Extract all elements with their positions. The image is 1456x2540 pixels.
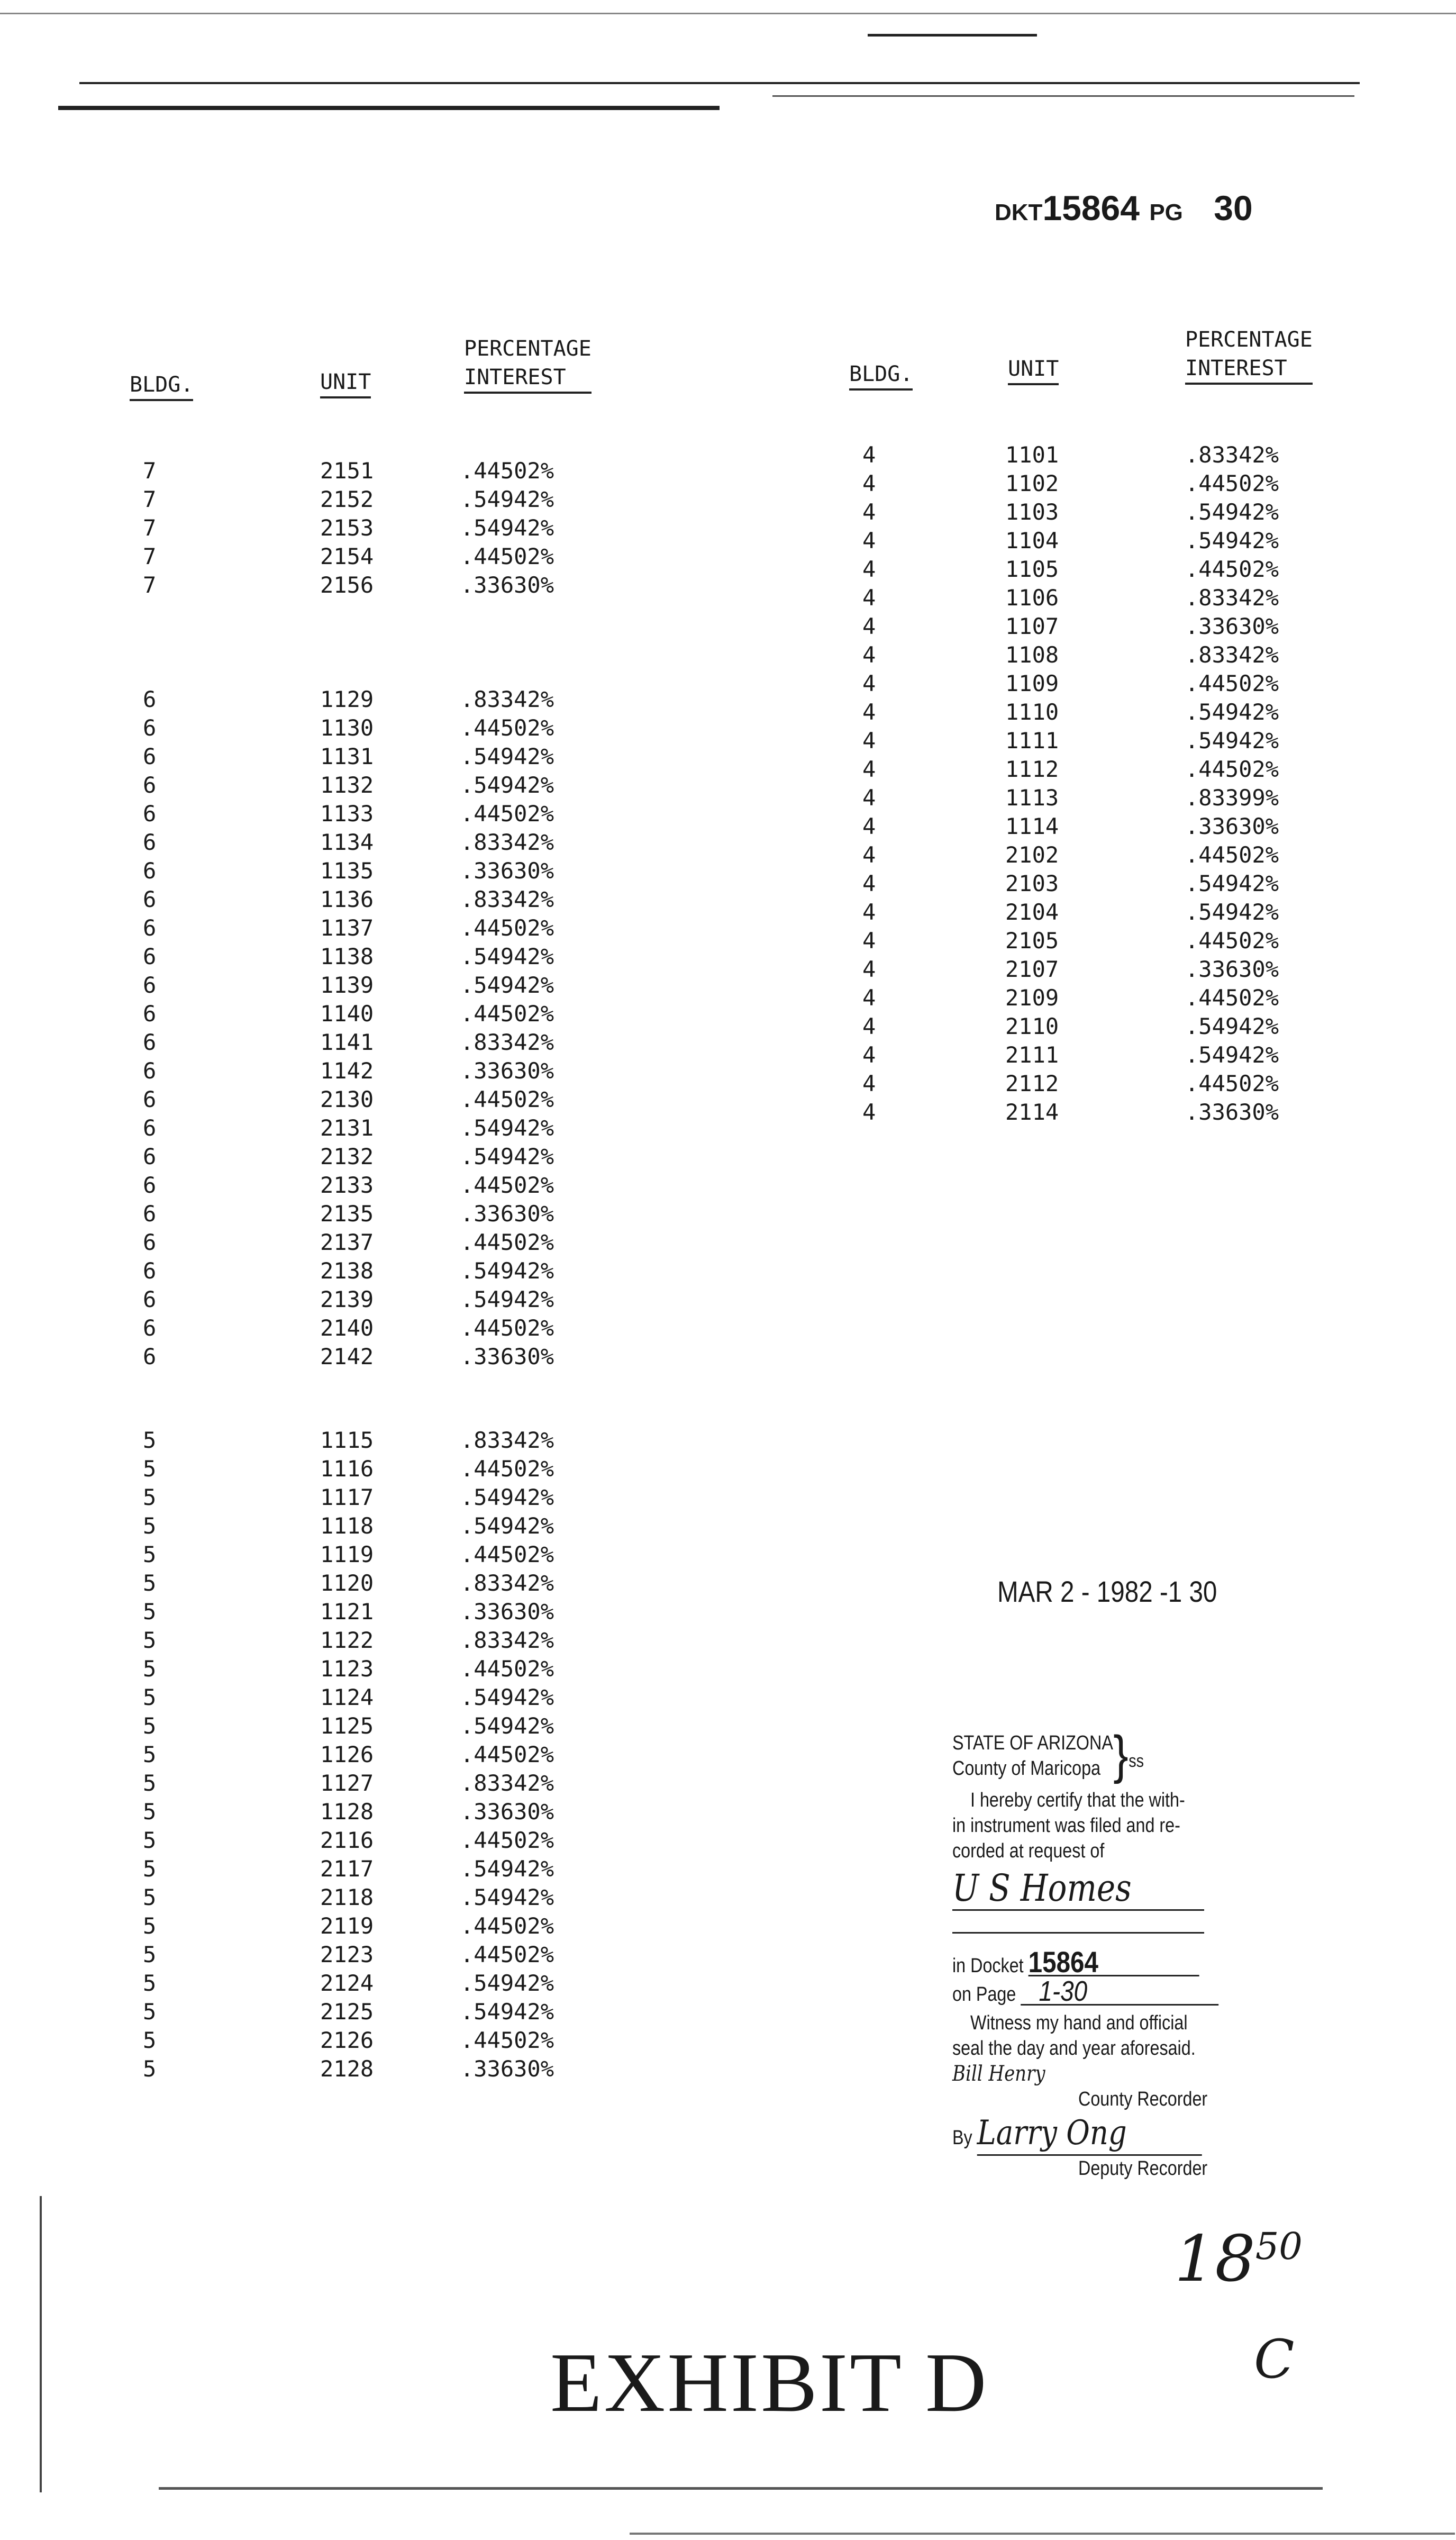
page-label: PG <box>1149 199 1183 225</box>
percentage-cell: .83342% <box>1185 585 1279 611</box>
percentage-cell: .54942% <box>460 486 554 512</box>
bldg-cell: 6 <box>143 886 157 912</box>
percentage-cell: .44502% <box>460 543 554 569</box>
bldg-cell: 5 <box>143 1970 157 1996</box>
unit-cell: 1127 <box>320 1770 374 1796</box>
percentage-cell: .44502% <box>460 1827 554 1853</box>
bldg-cell: 6 <box>143 1286 157 1312</box>
unit-cell: 2153 <box>320 515 374 541</box>
bottom-scan-line-2 <box>630 2533 1455 2535</box>
percentage-cell: .54942% <box>1185 728 1279 754</box>
percentage-cell: .33630% <box>1185 1099 1279 1125</box>
unit-cell: 2138 <box>320 1258 374 1284</box>
bldg-cell: 5 <box>143 1484 157 1510</box>
percentage-cell: .33630% <box>460 572 554 598</box>
percentage-cell: .54942% <box>1185 870 1279 896</box>
witness-line-1: Witness my hand and official <box>970 2012 1188 2034</box>
percentage-cell: .54942% <box>460 972 554 998</box>
percentage-cell: .54942% <box>460 1484 554 1510</box>
bldg-cell: 4 <box>862 813 876 839</box>
percentage-cell: .44502% <box>460 1001 554 1027</box>
percentage-cell: .54942% <box>460 1856 554 1882</box>
top-rule-double <box>79 82 1360 84</box>
percentage-cell: .44502% <box>460 915 554 941</box>
bldg-cell: 4 <box>862 985 876 1011</box>
percentage-cell: .54942% <box>1185 699 1279 725</box>
unit-cell: 1114 <box>1005 813 1059 839</box>
bldg-cell: 6 <box>143 772 157 798</box>
bldg-cell: 4 <box>862 699 876 725</box>
percentage-cell: .44502% <box>1185 756 1279 782</box>
percentage-cell: .44502% <box>1185 985 1279 1011</box>
unit-cell: 1137 <box>320 915 374 941</box>
percentage-cell: .54942% <box>460 1999 554 2025</box>
page-value: 1-30 <box>1021 1979 1218 2006</box>
left-margin-line <box>40 2196 42 2492</box>
unit-cell: 1101 <box>1005 442 1059 468</box>
percentage-cell: .33630% <box>1185 956 1279 982</box>
unit-cell: 1102 <box>1005 470 1059 496</box>
unit-cell: 2114 <box>1005 1099 1059 1125</box>
bldg-cell: 6 <box>143 1144 157 1169</box>
unit-cell: 2104 <box>1005 899 1059 925</box>
unit-cell: 1104 <box>1005 528 1059 554</box>
percentage-cell: .83342% <box>1185 642 1279 668</box>
docket-value: 15864 <box>1029 1949 1199 1976</box>
state-line: STATE OF ARIZONA <box>952 1732 1113 1754</box>
unit-cell: 1105 <box>1005 556 1059 582</box>
percentage-cell: .54942% <box>460 1713 554 1739</box>
unit-cell: 2102 <box>1005 842 1059 868</box>
bottom-scan-line <box>159 2487 1323 2490</box>
percentage-cell: .54942% <box>1185 528 1279 554</box>
unit-cell: 1136 <box>320 886 374 912</box>
requester-signature: U S Homes <box>952 1867 1204 1911</box>
unit-cell: 1116 <box>320 1456 374 1482</box>
unit-cell: 1123 <box>320 1656 374 1682</box>
percentage-cell: .54942% <box>1185 899 1279 925</box>
unit-cell: 1132 <box>320 772 374 798</box>
percentage-cell: .54942% <box>460 944 554 969</box>
unit-cell: 1126 <box>320 1741 374 1767</box>
right-header-unit: UNIT <box>1008 355 1059 385</box>
bldg-cell: 4 <box>862 756 876 782</box>
unit-cell: 1118 <box>320 1513 374 1539</box>
bldg-cell: 4 <box>862 499 876 525</box>
bldg-cell: 7 <box>143 486 157 512</box>
percentage-cell: .54942% <box>460 1258 554 1284</box>
brace-icon: } <box>1113 1725 1129 1784</box>
unit-cell: 2140 <box>320 1315 374 1341</box>
right-header-percentage-interest: PERCENTAGE INTEREST <box>1185 325 1313 385</box>
percentage-cell: .44502% <box>460 1172 554 1198</box>
page-label: on Page <box>952 1983 1016 2006</box>
percentage-cell: .54942% <box>1185 499 1279 525</box>
bldg-cell: 6 <box>143 858 157 884</box>
percentage-cell: .44502% <box>460 1942 554 1967</box>
unit-cell: 1140 <box>320 1001 374 1027</box>
percentage-cell: .54942% <box>460 1513 554 1539</box>
percentage-cell: .44502% <box>460 1741 554 1767</box>
handwritten-fee: $18^{50}$ <box>1175 2222 1303 2296</box>
percentage-cell: .44502% <box>460 1086 554 1112</box>
unit-cell: 1139 <box>320 972 374 998</box>
unit-cell: 1108 <box>1005 642 1059 668</box>
bldg-cell: 7 <box>143 458 157 484</box>
bldg-cell: 5 <box>143 1513 157 1539</box>
top-rule-short <box>868 34 1037 37</box>
percentage-cell: .33630% <box>460 2056 554 2082</box>
bldg-cell: 4 <box>862 1099 876 1125</box>
unit-cell: 1124 <box>320 1684 374 1710</box>
unit-cell: 1131 <box>320 743 374 769</box>
percentage-cell: .44502% <box>460 1315 554 1341</box>
percentage-cell: .33630% <box>460 858 554 884</box>
bldg-cell: 5 <box>143 1999 157 2025</box>
top-scan-line <box>0 13 1456 14</box>
percentage-cell: .44502% <box>460 1541 554 1567</box>
percentage-cell: .83342% <box>460 829 554 855</box>
deputy-signature: Larry Ong <box>977 2112 1202 2156</box>
unit-cell: 1117 <box>320 1484 374 1510</box>
bldg-cell: 4 <box>862 1042 876 1068</box>
bldg-cell: 5 <box>143 1713 157 1739</box>
unit-cell: 1120 <box>320 1570 374 1596</box>
left-header-unit: UNIT <box>320 368 371 398</box>
bldg-cell: 6 <box>143 1344 157 1369</box>
bldg-cell: 6 <box>143 801 157 827</box>
docket-prefix: DKT <box>995 199 1043 225</box>
certify-line-2: in instrument was filed and re- <box>952 1815 1180 1837</box>
unit-cell: 2117 <box>320 1856 374 1882</box>
county-recorder-label: County Recorder <box>1078 2088 1208 2110</box>
bldg-cell: 5 <box>143 1456 157 1482</box>
handwritten-fee-code: C <box>1254 2328 1295 2390</box>
percentage-cell: .54942% <box>460 1115 554 1141</box>
bldg-cell: 6 <box>143 1201 157 1227</box>
bldg-cell: 5 <box>143 1427 157 1453</box>
unit-cell: 2119 <box>320 1913 374 1939</box>
unit-cell: 1106 <box>1005 585 1059 611</box>
percentage-cell: .33630% <box>460 1058 554 1084</box>
unit-cell: 1113 <box>1005 785 1059 811</box>
percentage-cell: .83342% <box>460 686 554 712</box>
bldg-cell: 4 <box>862 956 876 982</box>
unit-cell: 2112 <box>1005 1071 1059 1096</box>
unit-cell: 2151 <box>320 458 374 484</box>
bldg-cell: 4 <box>862 1013 876 1039</box>
bldg-cell: 6 <box>143 944 157 969</box>
county-line: County of Maricopa <box>952 1757 1101 1780</box>
bldg-cell: 6 <box>143 1229 157 1255</box>
certify-line-3: corded at request of <box>952 1840 1105 1862</box>
bldg-cell: 5 <box>143 1913 157 1939</box>
bldg-cell: 5 <box>143 1799 157 1825</box>
percentage-cell: .44502% <box>1185 470 1279 496</box>
bldg-cell: 4 <box>862 842 876 868</box>
unit-cell: 1129 <box>320 686 374 712</box>
bldg-cell: 4 <box>862 870 876 896</box>
bldg-cell: 5 <box>143 1599 157 1625</box>
blank-rule <box>952 1911 1204 1934</box>
top-rule-thin <box>772 95 1354 97</box>
bldg-cell: 5 <box>143 1741 157 1767</box>
left-header-bldg: BLDG. <box>130 370 193 401</box>
bldg-cell: 4 <box>862 642 876 668</box>
bldg-cell: 5 <box>143 1942 157 1967</box>
unit-cell: 1109 <box>1005 670 1059 696</box>
percentage-cell: .44502% <box>1185 928 1279 954</box>
percentage-cell: .54942% <box>460 743 554 769</box>
percentage-cell: .33630% <box>1185 813 1279 839</box>
unit-cell: 2107 <box>1005 956 1059 982</box>
percentage-cell: .83342% <box>1185 442 1279 468</box>
unit-cell: 2135 <box>320 1201 374 1227</box>
ss-label: ss <box>1129 1751 1144 1771</box>
bldg-cell: 6 <box>143 1172 157 1198</box>
bldg-cell: 5 <box>143 1541 157 1567</box>
percentage-cell: .44502% <box>1185 556 1279 582</box>
bldg-cell: 4 <box>862 899 876 925</box>
percentage-cell: .83342% <box>460 1427 554 1453</box>
bldg-cell: 6 <box>143 1315 157 1341</box>
unit-cell: 1142 <box>320 1058 374 1084</box>
bldg-cell: 4 <box>862 470 876 496</box>
by-label: By <box>952 2127 972 2149</box>
percentage-cell: .54942% <box>1185 1013 1279 1039</box>
percentage-cell: .83342% <box>460 1570 554 1596</box>
unit-cell: 2139 <box>320 1286 374 1312</box>
unit-cell: 2132 <box>320 1144 374 1169</box>
unit-cell: 1115 <box>320 1427 374 1453</box>
percentage-cell: .54942% <box>460 772 554 798</box>
bldg-cell: 5 <box>143 1856 157 1882</box>
unit-cell: 2124 <box>320 1970 374 1996</box>
unit-cell: 2105 <box>1005 928 1059 954</box>
bldg-cell: 6 <box>143 1001 157 1027</box>
bldg-cell: 6 <box>143 1058 157 1084</box>
unit-cell: 2103 <box>1005 870 1059 896</box>
bldg-cell: 4 <box>862 670 876 696</box>
unit-cell: 2111 <box>1005 1042 1059 1068</box>
bldg-cell: 4 <box>862 556 876 582</box>
percentage-cell: .44502% <box>460 1229 554 1255</box>
percentage-cell: .54942% <box>460 1884 554 1910</box>
bldg-cell: 6 <box>143 1115 157 1141</box>
unit-cell: 1121 <box>320 1599 374 1625</box>
left-header-percentage-interest: PERCENTAGE INTEREST <box>464 334 592 394</box>
unit-cell: 1135 <box>320 858 374 884</box>
bldg-cell: 6 <box>143 915 157 941</box>
bldg-cell: 4 <box>862 613 876 639</box>
bldg-cell: 6 <box>143 829 157 855</box>
deputy-recorder-label: Deputy Recorder <box>1078 2157 1208 2180</box>
percentage-cell: .54942% <box>460 515 554 541</box>
unit-cell: 1103 <box>1005 499 1059 525</box>
bldg-cell: 6 <box>143 1258 157 1284</box>
percentage-cell: .33630% <box>460 1344 554 1369</box>
bldg-cell: 5 <box>143 1656 157 1682</box>
bldg-cell: 5 <box>143 1827 157 1853</box>
bldg-cell: 6 <box>143 743 157 769</box>
bldg-cell: 7 <box>143 572 157 598</box>
bldg-cell: 4 <box>862 785 876 811</box>
percentage-cell: .44502% <box>1185 670 1279 696</box>
percentage-cell: .44502% <box>460 1913 554 1939</box>
unit-cell: 2156 <box>320 572 374 598</box>
percentage-cell: .54942% <box>460 1144 554 1169</box>
percentage-cell: .44502% <box>460 2027 554 2053</box>
percentage-cell: .54942% <box>460 1970 554 1996</box>
percentage-cell: .44502% <box>460 1656 554 1682</box>
unit-cell: 1134 <box>320 829 374 855</box>
percentage-cell: .54942% <box>460 1286 554 1312</box>
unit-cell: 1133 <box>320 801 374 827</box>
unit-cell: 1111 <box>1005 728 1059 754</box>
bldg-cell: 4 <box>862 928 876 954</box>
bldg-cell: 7 <box>143 543 157 569</box>
bldg-cell: 6 <box>143 1086 157 1112</box>
percentage-cell: .44502% <box>1185 1071 1279 1096</box>
bldg-cell: 6 <box>143 1029 157 1055</box>
page-number: 30 <box>1214 188 1253 228</box>
percentage-cell: .44502% <box>460 801 554 827</box>
bldg-cell: 4 <box>862 728 876 754</box>
percentage-cell: .83399% <box>1185 785 1279 811</box>
recording-date-stamp: MAR 2 - 1982 -1 30 <box>997 1575 1217 1608</box>
bldg-cell: 4 <box>862 1071 876 1096</box>
percentage-cell: .83342% <box>460 1770 554 1796</box>
exhibit-label: EXHIBIT D <box>550 2335 989 2429</box>
docket-header <box>995 188 1253 228</box>
unit-cell: 2133 <box>320 1172 374 1198</box>
witness-line-2: seal the day and year aforesaid. <box>952 2037 1196 2060</box>
unit-cell: 1125 <box>320 1713 374 1739</box>
unit-cell: 2130 <box>320 1086 374 1112</box>
bldg-cell: 5 <box>143 1627 157 1653</box>
percentage-cell: .44502% <box>460 458 554 484</box>
unit-cell: 2142 <box>320 1344 374 1369</box>
bldg-cell: 6 <box>143 686 157 712</box>
unit-cell: 2152 <box>320 486 374 512</box>
percentage-cell: .83342% <box>460 1627 554 1653</box>
percentage-cell: .33630% <box>460 1599 554 1625</box>
recording-certificate <box>952 1725 1222 2181</box>
right-header-bldg: BLDG. <box>849 360 913 391</box>
bldg-cell: 5 <box>143 2056 157 2082</box>
unit-cell: 2131 <box>320 1115 374 1141</box>
bldg-cell: 5 <box>143 1684 157 1710</box>
unit-cell: 1110 <box>1005 699 1059 725</box>
bldg-cell: 4 <box>862 442 876 468</box>
unit-cell: 2110 <box>1005 1013 1059 1039</box>
unit-cell: 2125 <box>320 1999 374 2025</box>
unit-cell: 1122 <box>320 1627 374 1653</box>
percentage-cell: .83342% <box>460 1029 554 1055</box>
unit-cell: 1138 <box>320 944 374 969</box>
unit-cell: 1130 <box>320 715 374 741</box>
unit-cell: 1107 <box>1005 613 1059 639</box>
percentage-cell: .33630% <box>460 1201 554 1227</box>
bldg-cell: 4 <box>862 585 876 611</box>
unit-cell: 2154 <box>320 543 374 569</box>
unit-cell: 2116 <box>320 1827 374 1853</box>
top-rule-thick <box>58 106 720 110</box>
percentage-cell: .33630% <box>460 1799 554 1825</box>
unit-cell: 2123 <box>320 1942 374 1967</box>
bldg-cell: 6 <box>143 972 157 998</box>
bldg-cell: 6 <box>143 715 157 741</box>
unit-cell: 1119 <box>320 1541 374 1567</box>
unit-cell: 2109 <box>1005 985 1059 1011</box>
percentage-cell: .54942% <box>1185 1042 1279 1068</box>
bldg-cell: 7 <box>143 515 157 541</box>
docket-label: in Docket <box>952 1955 1024 1977</box>
unit-cell: 2128 <box>320 2056 374 2082</box>
unit-cell: 1128 <box>320 1799 374 1825</box>
unit-cell: 2118 <box>320 1884 374 1910</box>
unit-cell: 1141 <box>320 1029 374 1055</box>
percentage-cell: .83342% <box>460 886 554 912</box>
percentage-cell: .33630% <box>1185 613 1279 639</box>
bldg-cell: 5 <box>143 1570 157 1596</box>
percentage-cell: .44502% <box>460 1456 554 1482</box>
percentage-cell: .44502% <box>460 715 554 741</box>
recorder-name: Bill Henry <box>952 2062 1045 2086</box>
percentage-cell: .44502% <box>1185 842 1279 868</box>
bldg-cell: 4 <box>862 528 876 554</box>
bldg-cell: 5 <box>143 1884 157 1910</box>
bldg-cell: 5 <box>143 1770 157 1796</box>
unit-cell: 2126 <box>320 2027 374 2053</box>
unit-cell: 1112 <box>1005 756 1059 782</box>
percentage-cell: .54942% <box>460 1684 554 1710</box>
unit-cell: 2137 <box>320 1229 374 1255</box>
certify-line-1: I hereby certify that the with- <box>970 1789 1185 1811</box>
docket-number: 15864 <box>1042 188 1140 228</box>
bldg-cell: 5 <box>143 2027 157 2053</box>
